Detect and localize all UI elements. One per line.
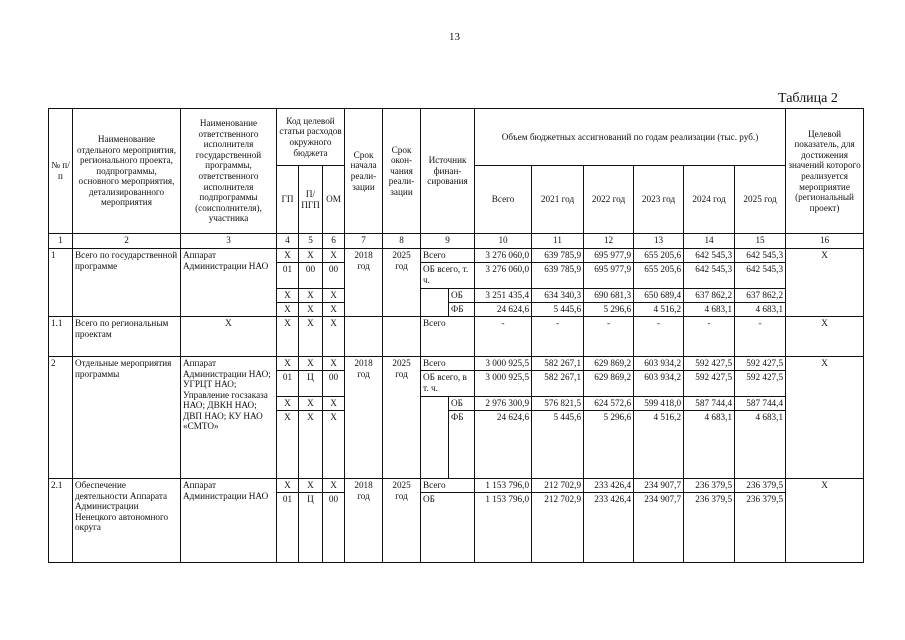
cell-pgp: Х bbox=[299, 357, 323, 371]
cell-2021: 582 267,1 bbox=[532, 371, 584, 397]
header-code: Код целевой статьи расходов окружного бюджета bbox=[277, 109, 345, 166]
header-end: Срок окон-чания реали-зации bbox=[383, 109, 421, 234]
cell-total: 3 000 925,5 bbox=[475, 357, 532, 371]
cell-pgp: Ц bbox=[299, 371, 323, 397]
col-number: 11 bbox=[532, 234, 584, 249]
cell-2023: 655 205,6 bbox=[634, 263, 684, 289]
cell-2021: 212 702,9 bbox=[532, 493, 584, 563]
cell-pgp: Ц bbox=[299, 493, 323, 563]
row-target: Х bbox=[786, 249, 864, 317]
cell-total: 24 624,6 bbox=[475, 303, 532, 317]
cell-om: Х bbox=[323, 479, 345, 493]
col-number: 12 bbox=[584, 234, 634, 249]
cell-2025: 642 545,3 bbox=[735, 263, 786, 289]
budget-table bbox=[48, 108, 864, 563]
cell-pgp: Х bbox=[299, 479, 323, 493]
cell-2024: 236 379,5 bbox=[684, 479, 735, 493]
row-num: 2 bbox=[49, 357, 73, 479]
col-number: 1 bbox=[49, 234, 73, 249]
header-2024: 2024 год bbox=[684, 166, 735, 234]
header-pgp: П/ ПГП bbox=[299, 166, 323, 234]
col-number: 15 bbox=[735, 234, 786, 249]
row-start: 2018 год bbox=[345, 249, 383, 317]
cell-2025: 4 683,1 bbox=[735, 303, 786, 317]
cell-2023: 603 934,2 bbox=[634, 371, 684, 397]
cell-om: Х bbox=[323, 397, 345, 411]
header-row-1 bbox=[49, 109, 864, 166]
table-row bbox=[49, 317, 864, 357]
cell-2025: 642 545,3 bbox=[735, 249, 786, 263]
cell-2021: 5 445,6 bbox=[532, 303, 584, 317]
cell-total: 3 276 060,0 bbox=[475, 249, 532, 263]
cell-gp: Х bbox=[277, 303, 299, 317]
cell-2022: - bbox=[584, 317, 634, 357]
cell-source: ОБ bbox=[421, 493, 475, 563]
row-end: 2025 год bbox=[383, 249, 421, 317]
cell-2025: 4 683,1 bbox=[735, 411, 786, 479]
cell-gp: Х bbox=[277, 317, 299, 357]
cell-gp: 01 bbox=[277, 371, 299, 397]
cell-om: Х bbox=[323, 249, 345, 263]
cell-gp: Х bbox=[277, 397, 299, 411]
cell-subsource: ФБ bbox=[449, 303, 475, 317]
cell-om: 00 bbox=[323, 371, 345, 397]
cell-2021: 634 340,3 bbox=[532, 289, 584, 303]
header-2025: 2025 год bbox=[735, 166, 786, 234]
cell-2024: 637 862,2 bbox=[684, 289, 735, 303]
header-gp: ГП bbox=[277, 166, 299, 234]
header-executor: Наименование ответственного исполнителя государственной программы, ответственного исполнителя подпрограммы (соисполнителя), участника bbox=[181, 109, 277, 234]
cell-2024: - bbox=[684, 317, 735, 357]
cell-2022: 233 426,4 bbox=[584, 479, 634, 493]
row-target: Х bbox=[786, 357, 864, 479]
cell-gp: Х bbox=[277, 249, 299, 263]
row-target: Х bbox=[786, 317, 864, 357]
row-start: 2018 год bbox=[345, 357, 383, 479]
cell-total: 24 624,6 bbox=[475, 411, 532, 479]
cell-2024: 4 683,1 bbox=[684, 303, 735, 317]
col-number: 9 bbox=[421, 234, 475, 249]
col-number: 7 bbox=[345, 234, 383, 249]
cell-gp: Х bbox=[277, 411, 299, 479]
cell-pgp: Х bbox=[299, 303, 323, 317]
cell-source: Всего bbox=[421, 357, 475, 371]
col-number: 16 bbox=[786, 234, 864, 249]
row-start: 2018 год bbox=[345, 479, 383, 563]
cell-2023: 4 516,2 bbox=[634, 411, 684, 479]
cell-gp: Х bbox=[277, 289, 299, 303]
table-row bbox=[49, 249, 864, 263]
cell-2025: 592 427,5 bbox=[735, 371, 786, 397]
cell-2025: 587 744,4 bbox=[735, 397, 786, 411]
cell-subsource: ОБ bbox=[449, 289, 475, 303]
cell-total: 2 976 300,9 bbox=[475, 397, 532, 411]
cell-2024: 592 427,5 bbox=[684, 357, 735, 371]
col-number: 4 bbox=[277, 234, 299, 249]
cell-om: Х bbox=[323, 357, 345, 371]
row-executor: Аппарат Администрации НАО bbox=[181, 479, 277, 563]
cell-2022: 5 296,6 bbox=[584, 303, 634, 317]
cell-source: Всего bbox=[421, 249, 475, 263]
cell-gp: 01 bbox=[277, 493, 299, 563]
row-executor: Аппарат Администрации НАО; УГРЦТ НАО; Управление госзаказа НАО; ДВКН НАО; ДВП НАО; КУ НАО «СМТО» bbox=[181, 357, 277, 479]
cell-2022: 233 426,4 bbox=[584, 493, 634, 563]
cell-2023: 650 689,4 bbox=[634, 289, 684, 303]
column-numbers-row bbox=[49, 234, 864, 249]
cell-total: 1 153 796,0 bbox=[475, 493, 532, 563]
cell-2025: - bbox=[735, 317, 786, 357]
table-title: Таблица 2 bbox=[778, 91, 838, 106]
row-num: 2.1 bbox=[49, 479, 73, 563]
row-name: Всего по государственной программе bbox=[73, 249, 181, 317]
row-target: Х bbox=[786, 479, 864, 563]
cell-om: 00 bbox=[323, 493, 345, 563]
cell-2021: 212 702,9 bbox=[532, 479, 584, 493]
cell-subsource: ФБ bbox=[449, 411, 475, 479]
cell-total: 1 153 796,0 bbox=[475, 479, 532, 493]
cell-2022: 695 977,9 bbox=[584, 249, 634, 263]
row-name: Обеспечение деятельности Аппарата Администрации Ненецкого автономного округа bbox=[73, 479, 181, 563]
cell-2021: - bbox=[532, 317, 584, 357]
cell-om: Х bbox=[323, 411, 345, 479]
header-name: Наименование отдельного мероприятия, регионального проекта, подпрограммы, основного мероприятия, детализированного мероприятия bbox=[73, 109, 181, 234]
cell-2024: 236 379,5 bbox=[684, 493, 735, 563]
cell-om: Х bbox=[323, 303, 345, 317]
cell-2025: 236 379,5 bbox=[735, 479, 786, 493]
cell-2024: 4 683,1 bbox=[684, 411, 735, 479]
cell-gp: Х bbox=[277, 357, 299, 371]
cell-total: 3 276 060,0 bbox=[475, 263, 532, 289]
col-number: 6 bbox=[323, 234, 345, 249]
row-end: 2025 год bbox=[383, 357, 421, 479]
col-number: 10 bbox=[475, 234, 532, 249]
row-executor: Аппарат Администрации НАО bbox=[181, 249, 277, 317]
row-end bbox=[383, 317, 421, 357]
cell-2025: 236 379,5 bbox=[735, 493, 786, 563]
page-number: 13 bbox=[449, 31, 460, 43]
header-om: ОМ bbox=[323, 166, 345, 234]
col-number: 14 bbox=[684, 234, 735, 249]
cell-total: - bbox=[475, 317, 532, 357]
header-target: Целевой показатель, для достижения значений которого реализуется мероприятие (региональный проект) bbox=[786, 109, 864, 234]
cell-pgp: 00 bbox=[299, 263, 323, 289]
cell-source-blank bbox=[421, 397, 449, 479]
cell-2021: 639 785,9 bbox=[532, 249, 584, 263]
cell-2022: 629 869,2 bbox=[584, 371, 634, 397]
header-num: № п/п bbox=[49, 109, 73, 234]
cell-2022: 629 869,2 bbox=[584, 357, 634, 371]
cell-2025: 592 427,5 bbox=[735, 357, 786, 371]
cell-total: 3 251 435,4 bbox=[475, 289, 532, 303]
cell-om: Х bbox=[323, 289, 345, 303]
cell-om: 00 bbox=[323, 263, 345, 289]
header-2023: 2023 год bbox=[634, 166, 684, 234]
cell-source: ОБ всего, т. ч. bbox=[421, 263, 475, 289]
cell-2023: 234 907,7 bbox=[634, 479, 684, 493]
cell-gp: 01 bbox=[277, 263, 299, 289]
cell-pgp: Х bbox=[299, 317, 323, 357]
row-num: 1.1 bbox=[49, 317, 73, 357]
col-number: 2 bbox=[73, 234, 181, 249]
row-name: Отдельные мероприятия программы bbox=[73, 357, 181, 479]
cell-2024: 642 545,3 bbox=[684, 263, 735, 289]
table-row bbox=[49, 479, 864, 493]
header-2022: 2022 год bbox=[584, 166, 634, 234]
cell-source: Всего bbox=[421, 479, 475, 493]
cell-om: Х bbox=[323, 317, 345, 357]
cell-pgp: Х bbox=[299, 411, 323, 479]
cell-2023: 4 516,2 bbox=[634, 303, 684, 317]
cell-2021: 5 445,6 bbox=[532, 411, 584, 479]
cell-2021: 639 785,9 bbox=[532, 263, 584, 289]
header-start: Срок начала реали-зации bbox=[345, 109, 383, 234]
cell-2022: 624 572,6 bbox=[584, 397, 634, 411]
cell-2025: 637 862,2 bbox=[735, 289, 786, 303]
cell-2023: - bbox=[634, 317, 684, 357]
table-row bbox=[49, 357, 864, 371]
cell-2023: 234 907,7 bbox=[634, 493, 684, 563]
cell-2022: 695 977,9 bbox=[584, 263, 634, 289]
cell-2023: 655 205,6 bbox=[634, 249, 684, 263]
cell-2024: 587 744,4 bbox=[684, 397, 735, 411]
cell-source-blank bbox=[421, 289, 449, 317]
cell-2023: 599 418,0 bbox=[634, 397, 684, 411]
cell-2021: 582 267,1 bbox=[532, 357, 584, 371]
header-total: Всего bbox=[475, 166, 532, 234]
cell-2024: 592 427,5 bbox=[684, 371, 735, 397]
cell-2022: 5 296,6 bbox=[584, 411, 634, 479]
cell-total: 3 000 925,5 bbox=[475, 371, 532, 397]
row-start bbox=[345, 317, 383, 357]
col-number: 8 bbox=[383, 234, 421, 249]
row-end: 2025 год bbox=[383, 479, 421, 563]
cell-gp: Х bbox=[277, 479, 299, 493]
row-num: 1 bbox=[49, 249, 73, 317]
header-source: Источник финан-сирования bbox=[421, 109, 475, 234]
cell-2023: 603 934,2 bbox=[634, 357, 684, 371]
cell-2021: 576 821,5 bbox=[532, 397, 584, 411]
col-number: 3 bbox=[181, 234, 277, 249]
col-number: 5 bbox=[299, 234, 323, 249]
cell-source: ОБ всего, в т. ч. bbox=[421, 371, 475, 397]
cell-pgp: Х bbox=[299, 397, 323, 411]
header-budget: Объем бюджетных ассигнований по годам реализации (тыс. руб.) bbox=[475, 109, 786, 166]
row-executor: Х bbox=[181, 317, 277, 357]
cell-pgp: Х bbox=[299, 289, 323, 303]
cell-subsource: ОБ bbox=[449, 397, 475, 411]
col-number: 13 bbox=[634, 234, 684, 249]
cell-2022: 690 681,3 bbox=[584, 289, 634, 303]
cell-source: Всего bbox=[421, 317, 475, 357]
header-2021: 2021 год bbox=[532, 166, 584, 234]
cell-2024: 642 545,3 bbox=[684, 249, 735, 263]
row-name: Всего по региональным проектам bbox=[73, 317, 181, 357]
cell-pgp: Х bbox=[299, 249, 323, 263]
